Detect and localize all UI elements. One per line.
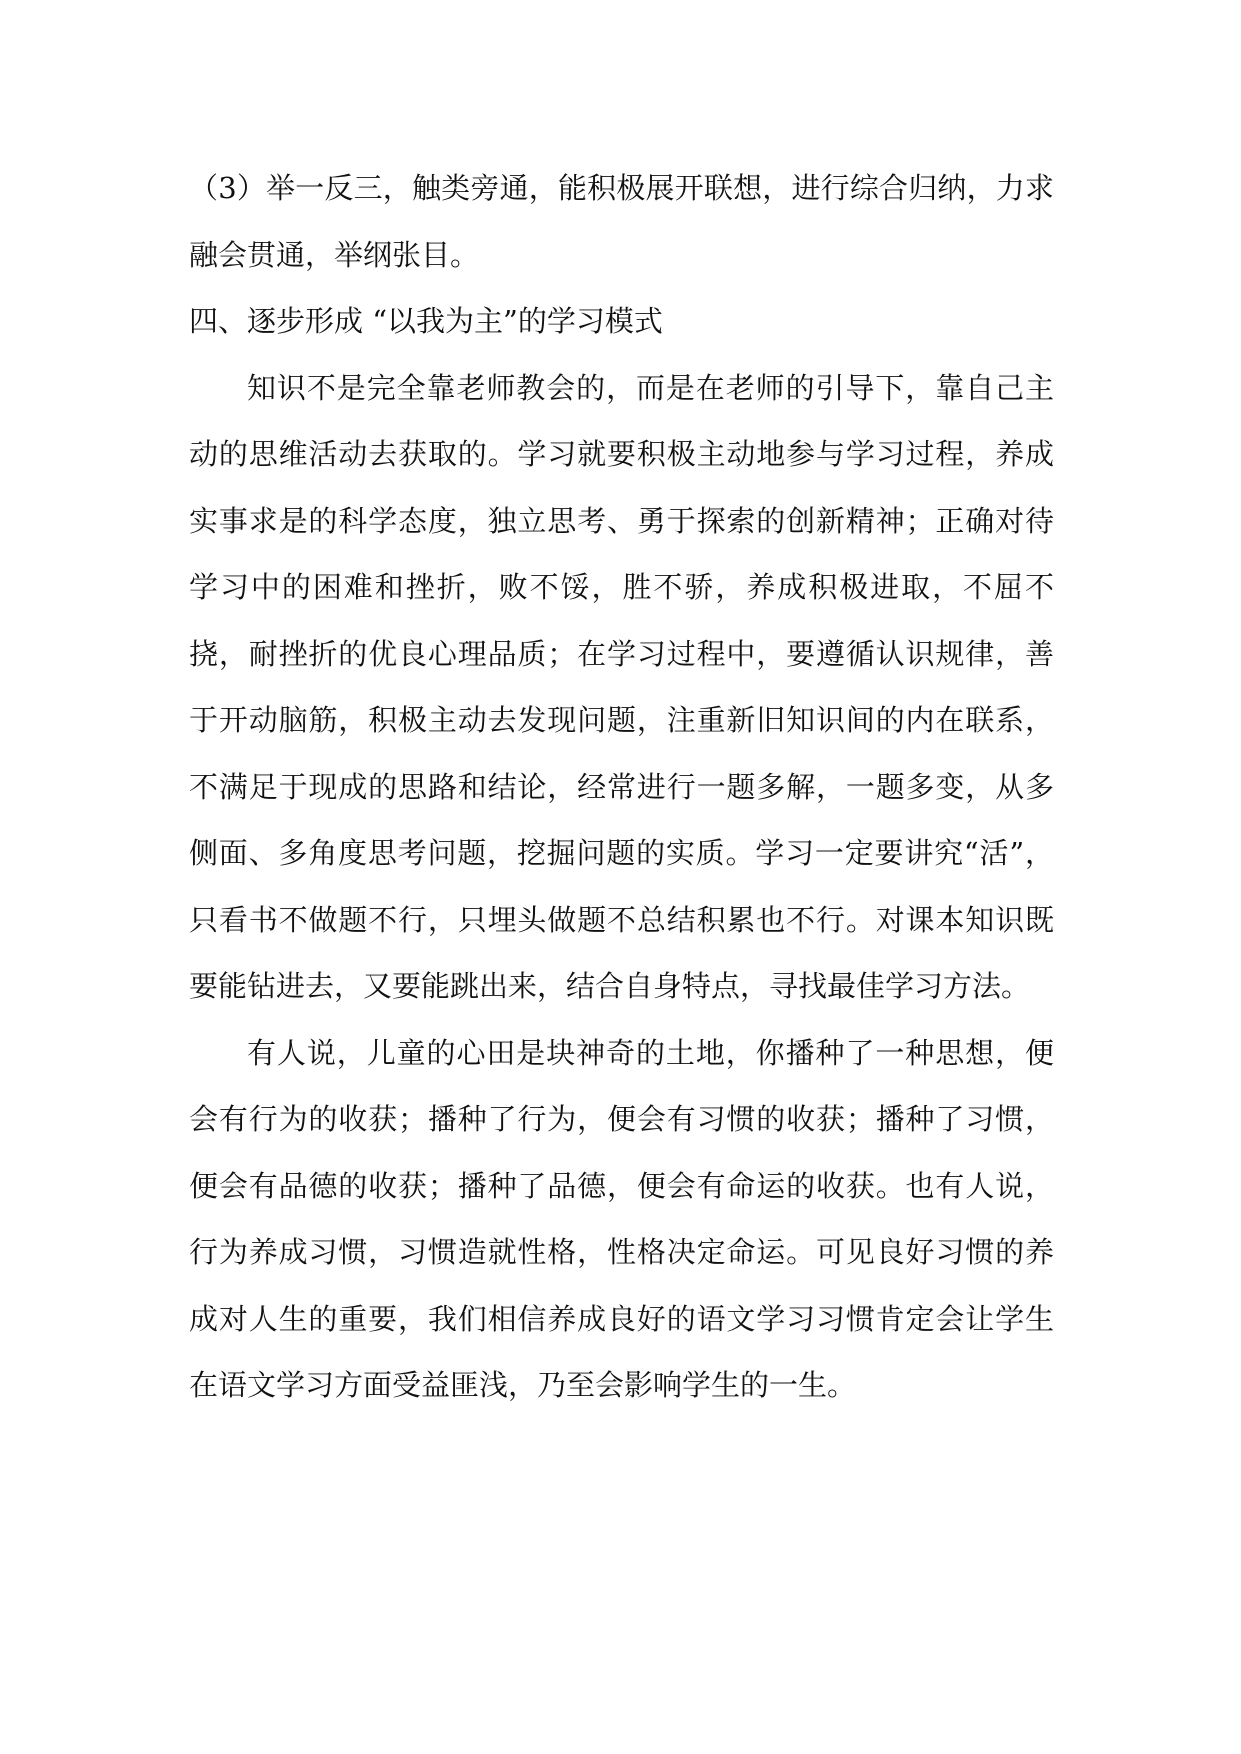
section-heading-4: 四、逐步形成 “以我为主”的学习模式 (189, 304, 663, 338)
document-body (189, 155, 1054, 1419)
list-item-3: （3）举一反三，触类旁通，能积极展开联想，进行综合归纳，力求融会贯通，举纲张目。 (189, 171, 1054, 272)
body-paragraph-2: 有人说，儿童的心田是块神奇的土地，你播种了一种思想，便会有行为的收获；播种了行为，便会有习惯的收获；播种了习惯，便会有品德的收获；播种了品德，便会有命运的收获。也有人说，行为养成习惯，习惯造就性格，性格决定命运。可见良好习惯的养成对人生的重要，我们相信养成良好的语文学习习惯肯定会让学生在语文学习方面受益匪浅，乃至会影响学生的一生。 (189, 1035, 1054, 1402)
body-paragraph-1: 知识不是完全靠老师教会的，而是在老师的引导下，靠自己主动的思维活动去获取的。学习就要积极主动地参与学习过程，养成实事求是的科学态度，独立思考、勇于探索的创新精神；正确对待学习中的困难和挫折，败不馁，胜不骄，养成积极进取，不屈不挠，耐挫折的优良心理品质；在学习过程中，要遵循认识规律，善于开动脑筋，积极主动去发现问题，注重新旧知识间的内在联系，不满足于现成的思路和结论，经常进行一题多解，一题多变，从多侧面、多角度思考问题，挖掘问题的实质。学习一定要讲究“活”，只看书不做题不行，只埋头做题不总结积累也不行。对课本知识既要能钻进去，又要能跳出来，结合自身特点，寻找最佳学习方法。 (189, 370, 1054, 1003)
